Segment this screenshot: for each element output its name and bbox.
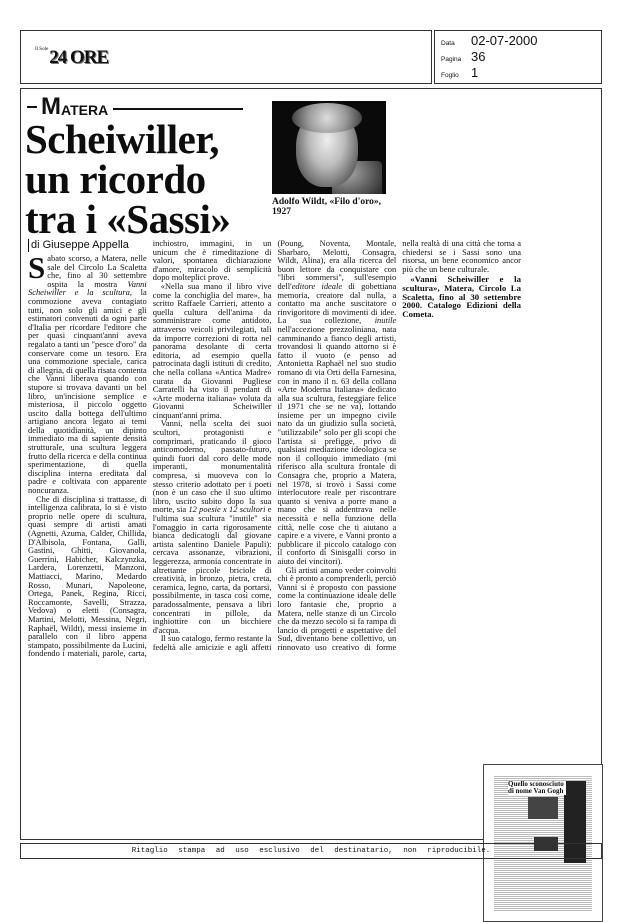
italic-text: Vanni Scheiwiller e la scultura xyxy=(28,278,147,298)
article-body xyxy=(28,239,521,659)
text-run: Vanni, nella scelta dei suoi scultori, protagonisti e comprimari, praticando il gioco anticomoderno, passato-futuro, quindi fuori dal coro delle mode imperanti, monumentalità compresa, si muoveva con lo stesso criterio adottato per i poeti (non è un caso che il suo ultimo libro, uscito subito dopo la sua morte, sia xyxy=(152,418,272,515)
meta-value: 1 xyxy=(471,65,479,80)
kicker-initial: M xyxy=(41,93,61,120)
byline: di Giuseppe Appella xyxy=(28,239,147,252)
sculpture-photo xyxy=(272,101,386,194)
meta-value: 02-07-2000 xyxy=(471,33,538,48)
logo-main-text: 24 ORE xyxy=(49,47,109,68)
headline-line: tra i «Sassi» xyxy=(25,196,231,242)
photo-caption: Adolfo Wildt, «Filo d'oro», 1927 xyxy=(272,197,382,217)
meta-value: 36 xyxy=(471,49,486,64)
kicker-text: ATERA xyxy=(61,101,109,118)
headline-line: un ricordo xyxy=(25,156,206,202)
article-paragraph xyxy=(28,250,147,496)
headline xyxy=(25,116,231,242)
text-run: abato scorso, a Matera, nelle sale del Circolo La Scaletta che, fino al 30 settembre ospita la mostra xyxy=(47,253,147,289)
text-run: Che di disciplina si trattasse, di intelligenza calibrata, lo si è visto proprio nelle opere di scultura, quasi sempre di artisti amati (Agnetti, Azuma, Calder, Chillida, D'Albisola, Fontana, Galli, Gastini, Ghitti, Giovanola, Guerrini, Habicher, Kalczynzka, Lardera, Lorenzetti, Manzoni, Mattiacci, Marino, Medardo Rosso, Munari, Napoleone, Ortega, Panek, Regina, Ricci, Roccamonte, Savelli, Strazza, Vedova) o eletti (Consagra, Martini, Melotti, Messina, Negri, Raphaël, Wildt), messi insieme in parallelo con il libro appena stampato, possibilmente da Lucini, fondendo i materiali, parole, carta, inchiostro, immagini, in un unicum che è rimeditazione di valori, spontanea dichiarazione d'amore, miracolo di semplicità dopo molteplici prove. xyxy=(28,238,272,659)
headline-line: Scheiwiller, xyxy=(25,116,220,162)
italic-text: 12 poesie x 12 scultori xyxy=(188,504,266,515)
meta-sheet xyxy=(441,65,478,80)
text-run: e l'ultima sua scultura "inutile" sia l'omaggio in carta rigorosamente bianca dedicatogli dal giovane artista salentino Daniele Papuli): cercava assonanze, vibrazioni, leggerezza, armonia concentrate in altrettante piccole briciole di creatività, in bronzo, pietra, creta, ceramica, legno, carta, da portarsi, possibilmente, in tasca così come, paradossalmente, pensava a libri concentrati in pillole, da inghiottire con un bicchiere d'acqua. xyxy=(152,504,272,635)
footer-notice: Ritaglio stampa ad uso esclusivo del destinatario, non riproducibile. xyxy=(20,843,602,859)
newspaper-logo xyxy=(35,47,108,69)
text-run: Gli artisti amano veder coinvolti chi è pronto a comprenderli, perciò Vanni si è proposto con passione come la continuazione ideale delle loro fantasie che, proprio a Matera, nelle stanze di un Circolo che da mezzo secolo si fa rampa di lancio di progetti e aspettative del Sud, diventano bene collettivo, un rinnovato uso creativo di forme nella realtà di una città che torna a chiedersi se i Sassi sono una risorsa, un bene economico ancor più che un bene culturale. xyxy=(277,238,521,652)
meta-date xyxy=(441,33,538,48)
meta-label: Data xyxy=(441,40,455,47)
article-paragraph xyxy=(153,282,272,420)
logo-small-text: Il Sole xyxy=(35,47,49,52)
meta-label: Pagina xyxy=(441,56,462,63)
clipping-meta-box xyxy=(434,30,602,84)
meta-page xyxy=(441,49,485,64)
section-kicker xyxy=(27,93,243,120)
text-run: , la commozione aveva contagiato tutti, non solo gli amici e gli estimatori convenuti da ogni parte d'Italia per ricordare l'editore che per quasi cinquant'anni aveva regalato a tanti un "pesce d'oro" da conservare come un tesoro. Era una commozione speciale, carica di allegria, di quella risata contenta che Vanni liberava quando con stupore si trovava davanti un bel libro, un'incisione semplice e misteriosa, il piccolo oggetto uscito dalla bottega dell'ultimo artigiano ancora legato ai temi della quotidianità, un dipinto immediato ma di sapiente densità strutturale, una scultura leggera frutto della ricerca e della continua sperimentazione, di quella disciplina interna ereditata dal padre e coltivata con apparente noncuranza. xyxy=(28,287,147,496)
masthead-box xyxy=(20,30,432,84)
text-run: nell'accezione prezzoliniana, nata camminando a fianco degli artisti, trovandosi li quando attorno si è fatto il vuoto (e penso ad Antonietta Raphaël nel suo studio romano di via Orti della Farnesina, con in mano il n. 63 della collana «Arte Moderna Italiana» dedicato alla sua scultura, festeggiare felice il 1971 che se ne va), lottando insieme per un impegno civile nato da un giudizio sulla società, "utilizzabile" solo per gli scopi che l'artista si prefigge, privo di qualsiasi mediazione ideologica se non il colloquio immediato (mi riferisco alla scultura frontale di Consagra che, proprio a Matera, nel 1978, si trovò i Sassi come interlocutore reale per riscontrare quanto si veniva a porre mano a mano che si addentrava nelle necessità e nella funzione della città, nelle cose che ti aiutano a capire e a vivere, e Vanni pronto a pubblicare il piccolo catalogo con il conforto di Sinisgalli corso in aiuto dei vincitori). xyxy=(277,323,397,566)
photo-hair xyxy=(292,103,362,133)
kicker-rule xyxy=(113,108,243,110)
article-paragraph xyxy=(153,419,272,634)
text-run: Il suo catalogo, fermo restante la fedeltà alle amicizie e agli affetti (Poung, Noventa, Montale, Sbarbaro, Melotti, Consagra, Wildt, Alina), era alla ricerca del buon lettore da conquistare con "libri sommersi", sull'esempio dell' xyxy=(152,238,397,652)
exhibition-credits: «Vanni Scheiwiller e la scultura», Matera, Circolo La Scaletta, fino al 30 settembre 2000. Catalogo Edizioni della Cometa. xyxy=(402,274,521,319)
text-run: «Nella sua mano il libro vive come la conchiglia del mare», ha scritto Raffaele Carrieri, attento a quella cultura dell'anima da somministrare come antidoto, attraverso veicoli privilegiati, tali da imporre correzioni di rotta nel panorama desolante di certa editoria, ad esempio quella patrocinata dagli istituti di credito, che nella collana «Antica Madre» curata da Giovanni Pugliese Carratelli ha visto il pendant di «Arte moderna italiana» voluta da Giovanni Scheiwiller cinquant'anni prima. xyxy=(152,280,272,420)
drop-cap: S xyxy=(28,250,46,285)
kicker-dash xyxy=(27,106,37,108)
meta-label: Foglio xyxy=(441,72,459,79)
italic-text: inutile xyxy=(374,315,397,326)
italic-text: editore ideale xyxy=(291,280,343,291)
thumbnail-headline: Quello sconosciuto di nome Van Gogh xyxy=(508,781,566,795)
article-clipping xyxy=(20,88,602,840)
thumbnail-photo xyxy=(528,797,558,819)
text-run: di gobettiana memoria, creatore dal nulla, a contatto ma anche suscitatore o rinvigoritore di movimenti di idee. La sua collezione, xyxy=(277,280,397,326)
